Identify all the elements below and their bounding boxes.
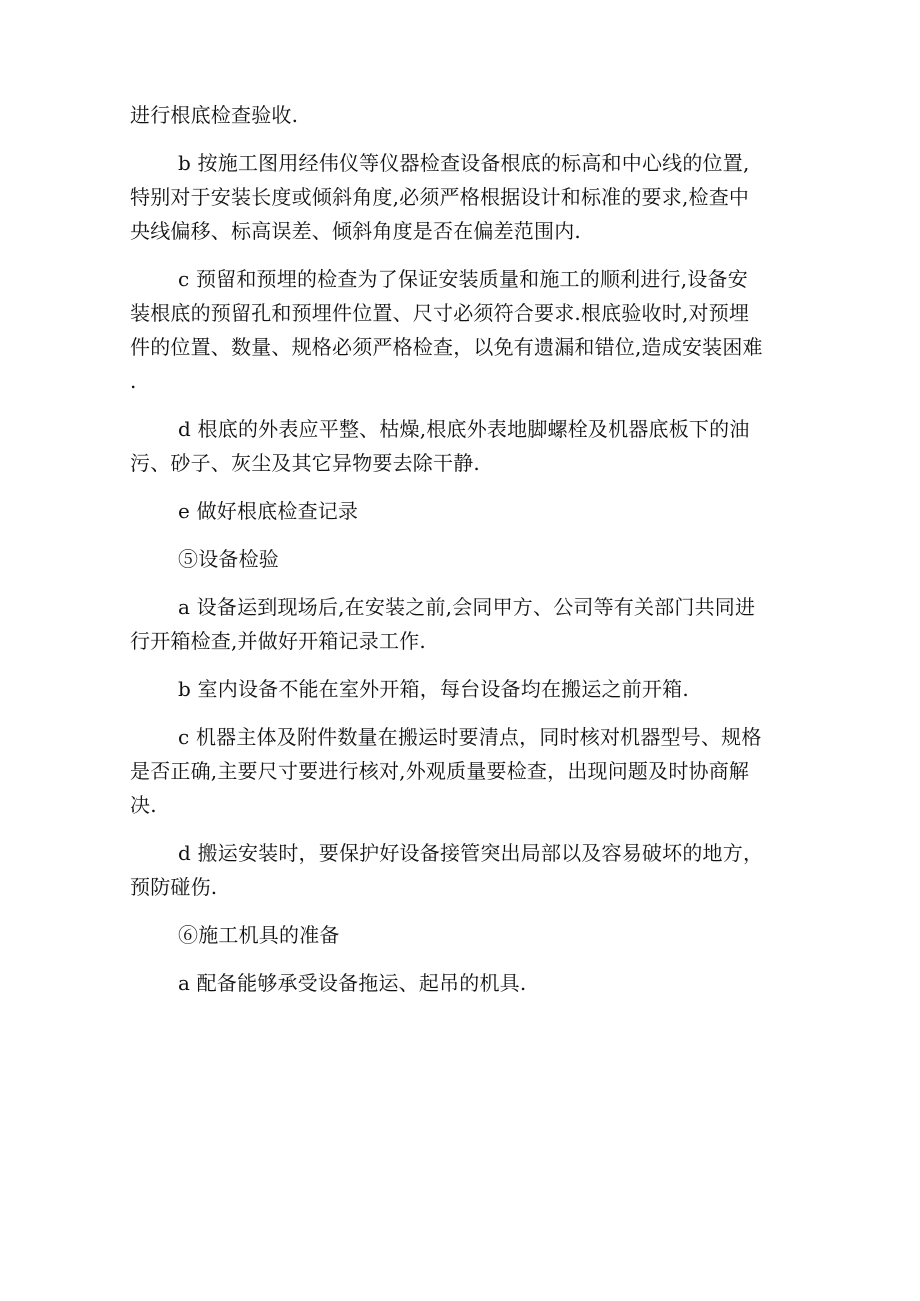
heading-equipment-inspection: ⑤设备检验 xyxy=(178,547,279,571)
paragraph-d-foundation-surface: d 根底的外表应平整、枯燥,根底外表地脚螺栓及机器底板下的油 污、砂子、灰尘及其它异物要去除干静. xyxy=(130,417,750,475)
paragraph-e-record: e 做好根底检查记录 xyxy=(178,499,359,523)
paragraph-c-count-check: c 机器主体及附件数量在搬运时要清点，同时核对机器型号、规格 是否正确,主要尺寸要进行核对,外观质量要检查，出现问题及时协商解 决. xyxy=(130,725,762,817)
heading-tools-preparation: ⑥施工机具的准备 xyxy=(178,923,340,947)
paragraph-d-protect-equipment: d 搬运安装时，要保护好设备接管突出局部以及容易破坏的地方， 预防碰伤. xyxy=(130,841,764,899)
paragraph-continuation: 进行根底检查验收. xyxy=(130,103,299,127)
paragraph-b-indoor-unpacking: b 室内设备不能在室外开箱，每台设备均在搬运之前开箱. xyxy=(178,677,689,701)
paragraph-a-lifting-tools: a 配备能够承受设备拖运、起吊的机具. xyxy=(178,971,527,995)
paragraph-b-instrument-check: b 按施工图用经伟仪等仪器检查设备根底的标高和中心线的位置, 特别对于安装长度或倾斜角度,必须严格根据设计和标准的要求,检查中 央线偏移、标高误差、倾斜角度是否在偏差范围内. xyxy=(130,151,750,243)
paragraph-a-unpacking: a 设备运到现场后,在安装之前,会同甲方、公司等有关部门共同进 行开箱检查,并做好开箱记录工作. xyxy=(130,595,756,653)
paragraph-c-embedded-parts-check: c 预留和预埋的检查为了保证安装质量和施工的顺利进行,设备安 装根底的预留孔和预埋件位置、尺寸必须符合要求.根底验收时,对预埋 件的位置、数量、规格必须严格检查，以免有遗漏和错位,造成安装困难 . xyxy=(130,267,763,393)
